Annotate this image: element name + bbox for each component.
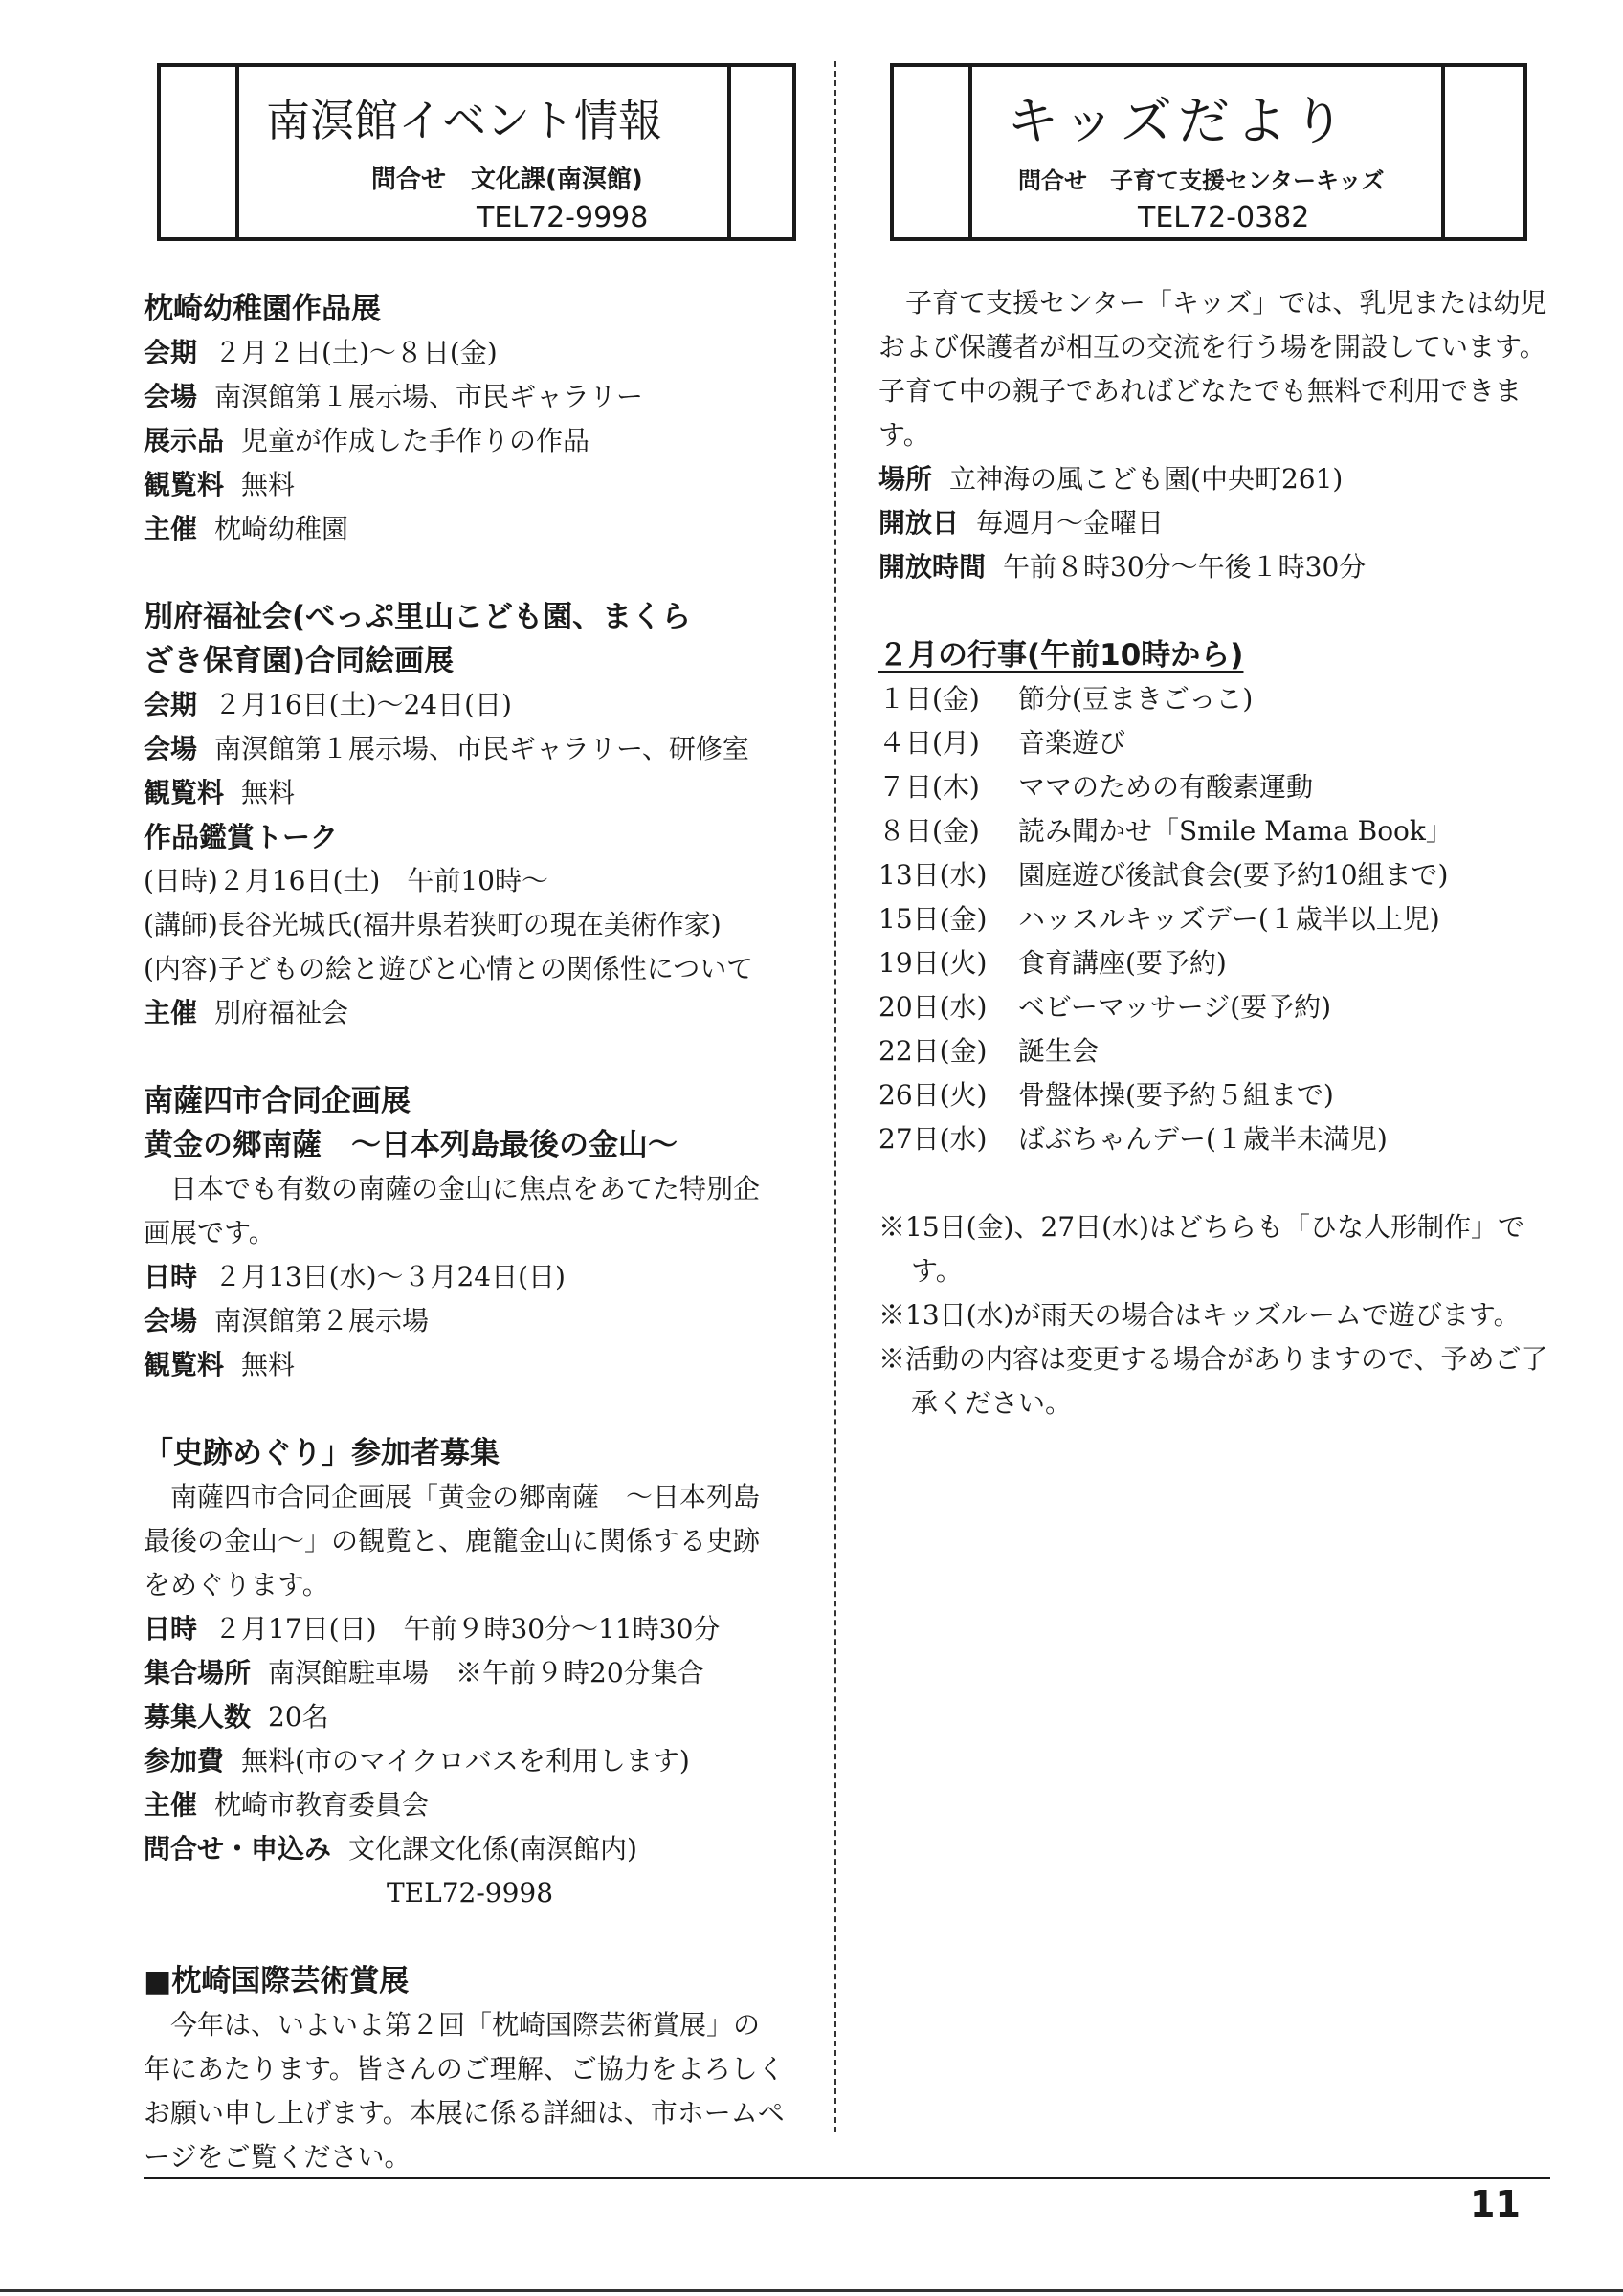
- event-header-tel: TEL72-9998: [477, 201, 649, 234]
- section-title: ■枕崎国際芸術賞展: [144, 1964, 410, 1998]
- event-header-contact: 問合せ 文化課(南溟館): [371, 166, 643, 194]
- info-row: 会場 南溟館第１展示場、市民ギャラリー: [144, 381, 644, 412]
- art-award-exhibition: [144, 1959, 785, 2179]
- section-title: 別府福祉会(べっぷ里山こども園、まくら: [144, 600, 692, 634]
- info-row: 場所 立神海の風こども園(中央町261): [878, 463, 1344, 495]
- schedule-note: ※15日(金)、27日(水)はどちらも「ひな人形制作」です。: [878, 1211, 1524, 1287]
- info-row: 集合場所 南溟館駐車場 ※午前９時20分集合: [144, 1657, 704, 1689]
- event-header-box: [157, 63, 796, 241]
- info-row: 展示品 児童が作成した手作りの作品: [144, 425, 590, 456]
- info-row: 主催 別府福祉会: [144, 997, 349, 1028]
- schedule-note: ※13日(水)が雨天の場合はキッズルームで遊びます。: [878, 1299, 1521, 1331]
- contact-tel: TEL72-9998: [387, 1877, 554, 1909]
- event-header-title: 南溟館イベント情報: [266, 95, 662, 146]
- historic-tour-recruitment: [144, 1431, 785, 1915]
- schedule-item: ８日(金) 読み聞かせ「Smile Mama Book」: [878, 815, 1453, 847]
- exhibit-kindergarten: [144, 287, 785, 551]
- schedule-item: 26日(火) 骨盤体操(要予約５組まで): [878, 1079, 1334, 1111]
- section-title: 「史跡めぐり」参加者募集: [144, 1436, 500, 1470]
- schedule-item: ７日(木) ママのための有酸素運動: [878, 771, 1314, 803]
- schedule-item: 20日(水) ベビーマッサージ(要予約): [878, 991, 1332, 1023]
- kids-header-contact: 問合せ 子育て支援センターキッズ: [1018, 167, 1385, 194]
- schedule-title: ２月の行事(午前10時から): [878, 638, 1244, 673]
- exhibit-beppu-welfare: [144, 595, 785, 1035]
- section-description: 日本でも有数の南薩の金山に焦点をあてた特別企画展です。: [144, 1173, 761, 1248]
- info-row: 日時 ２月17日(日) 午前９時30分～11時30分: [144, 1613, 721, 1645]
- section-title: 枕崎幼稚園作品展: [144, 292, 381, 326]
- info-row: 観覧料 無料: [144, 469, 296, 500]
- info-row: 会場 南溟館第２展示場: [144, 1305, 430, 1336]
- schedule-item: 27日(水) ばぶちゃんデー(１歳半未満児): [878, 1123, 1388, 1155]
- info-row: 参加費 無料(市のマイクロバスを利用します): [144, 1745, 690, 1777]
- kids-header-title: キッズだより: [1007, 91, 1350, 151]
- event-content: [144, 287, 785, 2179]
- schedule-item: 19日(火) 食育講座(要予約): [878, 947, 1227, 979]
- section-title-cont: ざき保育園)合同絵画展: [144, 644, 455, 678]
- talk-line: (講師)長谷光城氏(福井県若狭町の現在美術作家): [144, 909, 722, 940]
- talk-line: (日時)２月16日(土) 午前10時～: [144, 865, 548, 896]
- footer-rule: [144, 2177, 1550, 2179]
- kids-intro: 子育て支援センター「キッズ」では、乳児または幼児および保護者が相互の交流を行う場を開設しています。子育て中の親子であればどなたでも無料で利用できます。: [878, 287, 1547, 451]
- schedule-item: ４日(月) 音楽遊び: [878, 727, 1126, 759]
- info-row: 募集人数 20名: [144, 1701, 329, 1733]
- page-number: 11: [1470, 2183, 1521, 2225]
- talk-title: 作品鑑賞トーク: [144, 821, 339, 853]
- schedule-note: ※活動の内容は変更する場合がありますので、予めご了承ください。: [878, 1343, 1548, 1419]
- info-row: 日時 ２月13日(水)～３月24日(日): [144, 1261, 566, 1292]
- info-row: 主催 枕崎幼稚園: [144, 513, 349, 544]
- section-description: 今年は、いよいよ第２回「枕崎国際芸術賞展」の年にあたります。皆さんのご理解、ご協力をよろしくお願い申し上げます。本展に係る詳細は、市ホームページをご覧ください。: [144, 2009, 785, 2173]
- column-divider: [834, 61, 836, 2132]
- info-row: 開放時間 午前８時30分～午後１時30分: [878, 551, 1367, 583]
- info-row: 開放日 毎週月～金曜日: [878, 507, 1165, 539]
- info-row: 問合せ・申込み 文化課文化係(南溟館内): [144, 1833, 637, 1865]
- info-row: 会場 南溟館第１展示場、市民ギャラリー、研修室: [144, 733, 749, 764]
- schedule-item: 13日(水) 園庭遊び後試食会(要予約10組まで): [878, 859, 1449, 891]
- info-row: 会期 ２月16日(土)～24日(日): [144, 689, 512, 720]
- schedule-item: １日(金) 節分(豆まきごっこ): [878, 683, 1254, 715]
- section-description: 南薩四市合同企画展「黄金の郷南薩 ～日本列島最後の金山～」の観覧と、鹿籠金山に関係する史跡をめぐります。: [144, 1481, 761, 1601]
- schedule-item: 22日(金) 誕生会: [878, 1035, 1100, 1067]
- kids-header-box: [890, 63, 1527, 241]
- schedule-item: 15日(金) ハッスルキッズデー(１歳半以上児): [878, 903, 1440, 935]
- info-row: 主催 枕崎市教育委員会: [144, 1789, 430, 1821]
- schedule-list: [878, 677, 1548, 1161]
- bottom-edge-rule: [0, 2289, 1623, 2292]
- info-row: 観覧料 無料: [144, 777, 296, 808]
- info-row: 観覧料 無料: [144, 1349, 296, 1380]
- section-subtitle: 黄金の郷南薩 ～日本列島最後の金山～: [144, 1128, 678, 1162]
- info-row: 会期 ２月２日(土)～８日(金): [144, 337, 498, 368]
- talk-line: (内容)子どもの絵と遊びと心情との関係性について: [144, 953, 754, 984]
- section-title: 南薩四市合同企画展: [144, 1084, 411, 1118]
- exhibit-nansatsu-gold: [144, 1079, 785, 1387]
- kids-header-tel: TEL72-0382: [1138, 201, 1310, 234]
- kids-content: [878, 281, 1548, 1425]
